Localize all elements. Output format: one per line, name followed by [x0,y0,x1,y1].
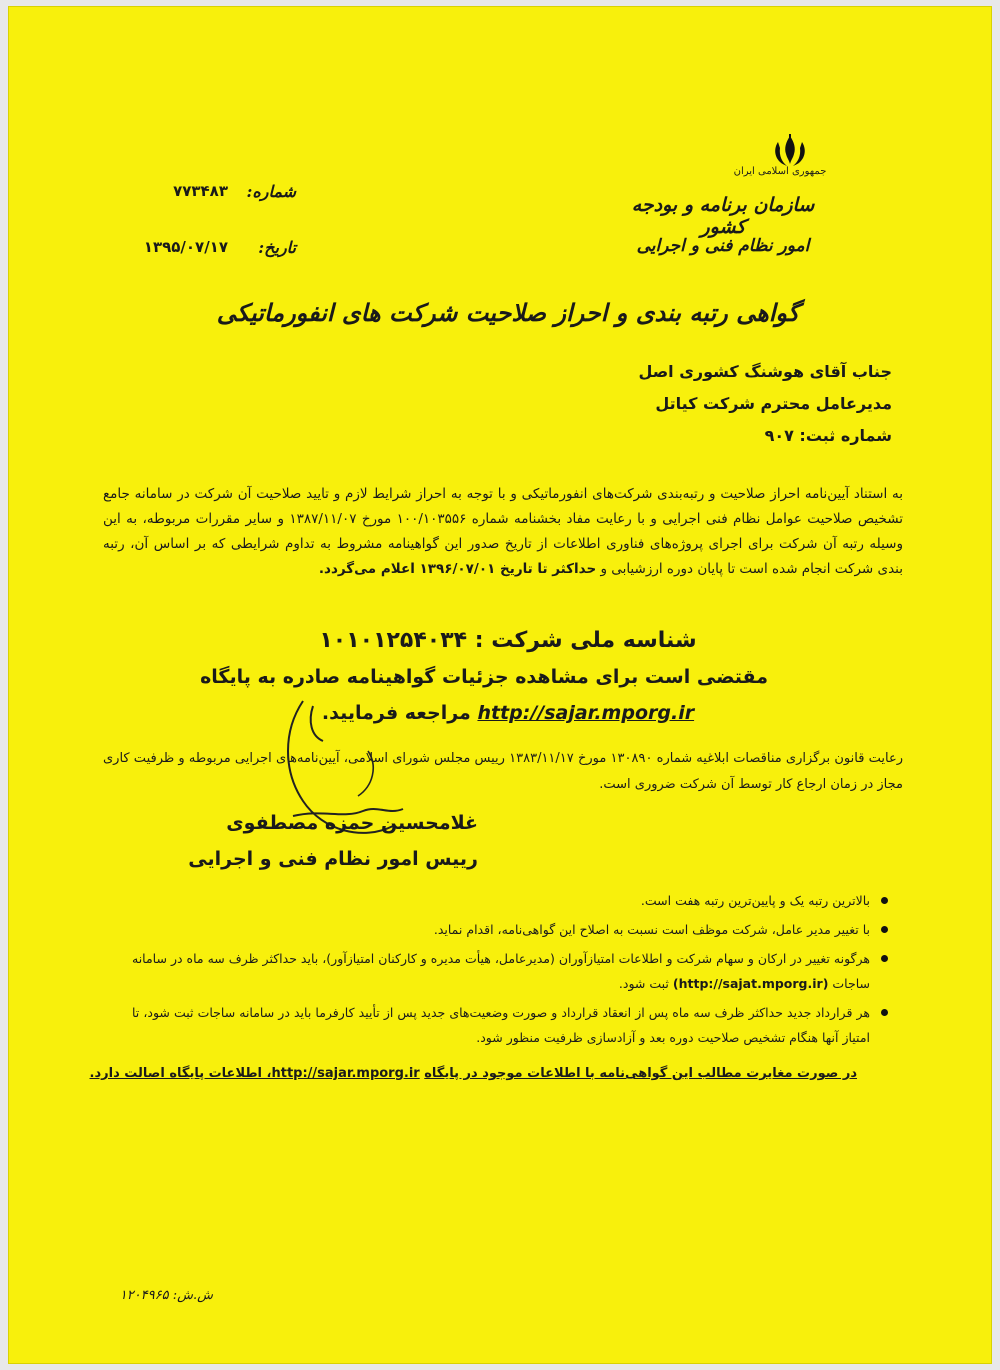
sajat-link[interactable]: (http://sajat.mporg.ir) [672,976,829,991]
paragraph-1-end: حداکثر تا تاریخ ۱۳۹۶/۰۷/۰۱ اعلام می‌گردد. [318,561,597,577]
document-title: گواهی رتبه بندی و احراز صلاحیت شرکت های انفورماتیکی [216,298,800,327]
bullet-icon [881,955,888,962]
sajar-link-footer[interactable]: http://sajar.mporg.ir [271,1066,420,1081]
date-value: ۱۳۹۵/۰۷/۱۷ [143,238,228,256]
body-paragraph-2: رعایت قانون برگزاری مناقصات ابلاغیه شماره ۱۳۰۸۹۰ مورخ ۱۳۸۳/۱۱/۱۷ رییس مجلس شورای اسلامی، آیین‌نامه‌های اجرایی مربوطه و ظرفیت کاری مجاز در زمان ارجاع کار توسط آن شرکت ضروری است. [103,751,903,792]
signatory-name: غلامحسین حمزه مصطفوی [226,812,478,834]
body-paragraph-1 [103,482,903,582]
addressee-name: جناب آقای هوشنگ کشوری اصل [638,362,892,381]
list-item: با تغییر مدیر عامل، شرکت موظف است نسبت به اصلاح این گواهی‌نامه، اقدام نماید. [132,917,892,942]
republic-label: جمهوری اسلامی ایران [733,166,827,177]
addressee-role: مدیرعامل محترم شرکت کیاتل [655,394,892,413]
signatory-title: رییس امور نظام فنی و اجرایی [188,848,478,870]
discrepancy-note: در صورت مغایرت مطالب این گواهی‌نامه با اطلاعات موجود در پایگاه http://sajar.mporg.ir، اطلاعات پایگاه اصالت دارد. [89,1066,857,1081]
list-item: هر قرارداد جدید حداکثر ظرف سه ماه پس از انعقاد قرارداد و صورت وضعیت‌های جدید پس از تأیید کارفرما باید در سامانه ساجات ثبت شود، تا امتیاز آنها هنگام تشخیص صلاحیت دوره بعد و آزادسازی ظرفیت منظور شود. [132,1000,892,1050]
serial-number: ش.ش: ۱۲۰۴۹۶۵ [119,1288,213,1303]
paragraph-1-text: به استناد آیین‌نامه احراز صلاحیت و رتبه‌بندی شرکت‌های انفورماتیکی و با توجه به احراز شرایط لازم و تایید صلاحیت آن شرکت در سامانه جامع تشخیص صلاحیت عوامل نظام فنی اجرایی و با رعایت مفاد بخشنامه شماره ۱۰۰/۱۰۳۵۵۶ مورخ ۱۳۸۷/۱۱/۰۷ و سایر مقررات مربوطه، به این وسیله رتبه آن شرکت برای اجرای پروژه‌های فناوری اطلاعات از تاریخ صدور این گواهینامه مشروط به تداوم شرایطی که بر اساس آن، رتبه بندی شرکت انجام شده است تا پایان دوره ارزشیابی و [103,486,903,577]
consult-text: مقتضی است برای مشاهده جزئیات گواهینامه صادره به پایگاه [200,666,768,688]
bullet-icon [881,897,888,904]
number-value: ۷۷۳۴۸۳ [173,182,228,200]
iran-emblem-icon [770,134,810,168]
list-item: بالاترین رتبه یک و پایین‌ترین رتبه هفت است. [132,888,892,913]
refer-text: مراجعه فرمایید. [321,702,471,724]
national-id: شناسه ملی شرکت : ۱۰۱۰۱۲۵۴۰۳۴ [319,628,697,653]
org-department: امور نظام فنی و اجرایی [636,236,810,256]
number-label: شماره: [246,182,296,201]
list-item: هرگونه تغییر در ارکان و سهام شرکت و اطلاعات امتیازآوران (مدیرعامل، هیأت مدیره و کارکنان امتیازآور)، باید حداکثر ظرف سه ماه در سامانه ساجات (http://sajat.mporg.ir) ثبت شود. [132,946,892,996]
registration-number: شماره ثبت: ۹۰۷ [764,426,892,445]
bullet-icon [881,1009,888,1016]
notes-list [132,888,892,1054]
bullet-icon [881,926,888,933]
date-label: تاریخ: [258,238,296,257]
document-page [8,6,992,1364]
sajar-link[interactable]: http://sajar.mporg.ir [477,702,695,724]
org-name: سازمان برنامه و بودجه کشور [631,194,815,238]
